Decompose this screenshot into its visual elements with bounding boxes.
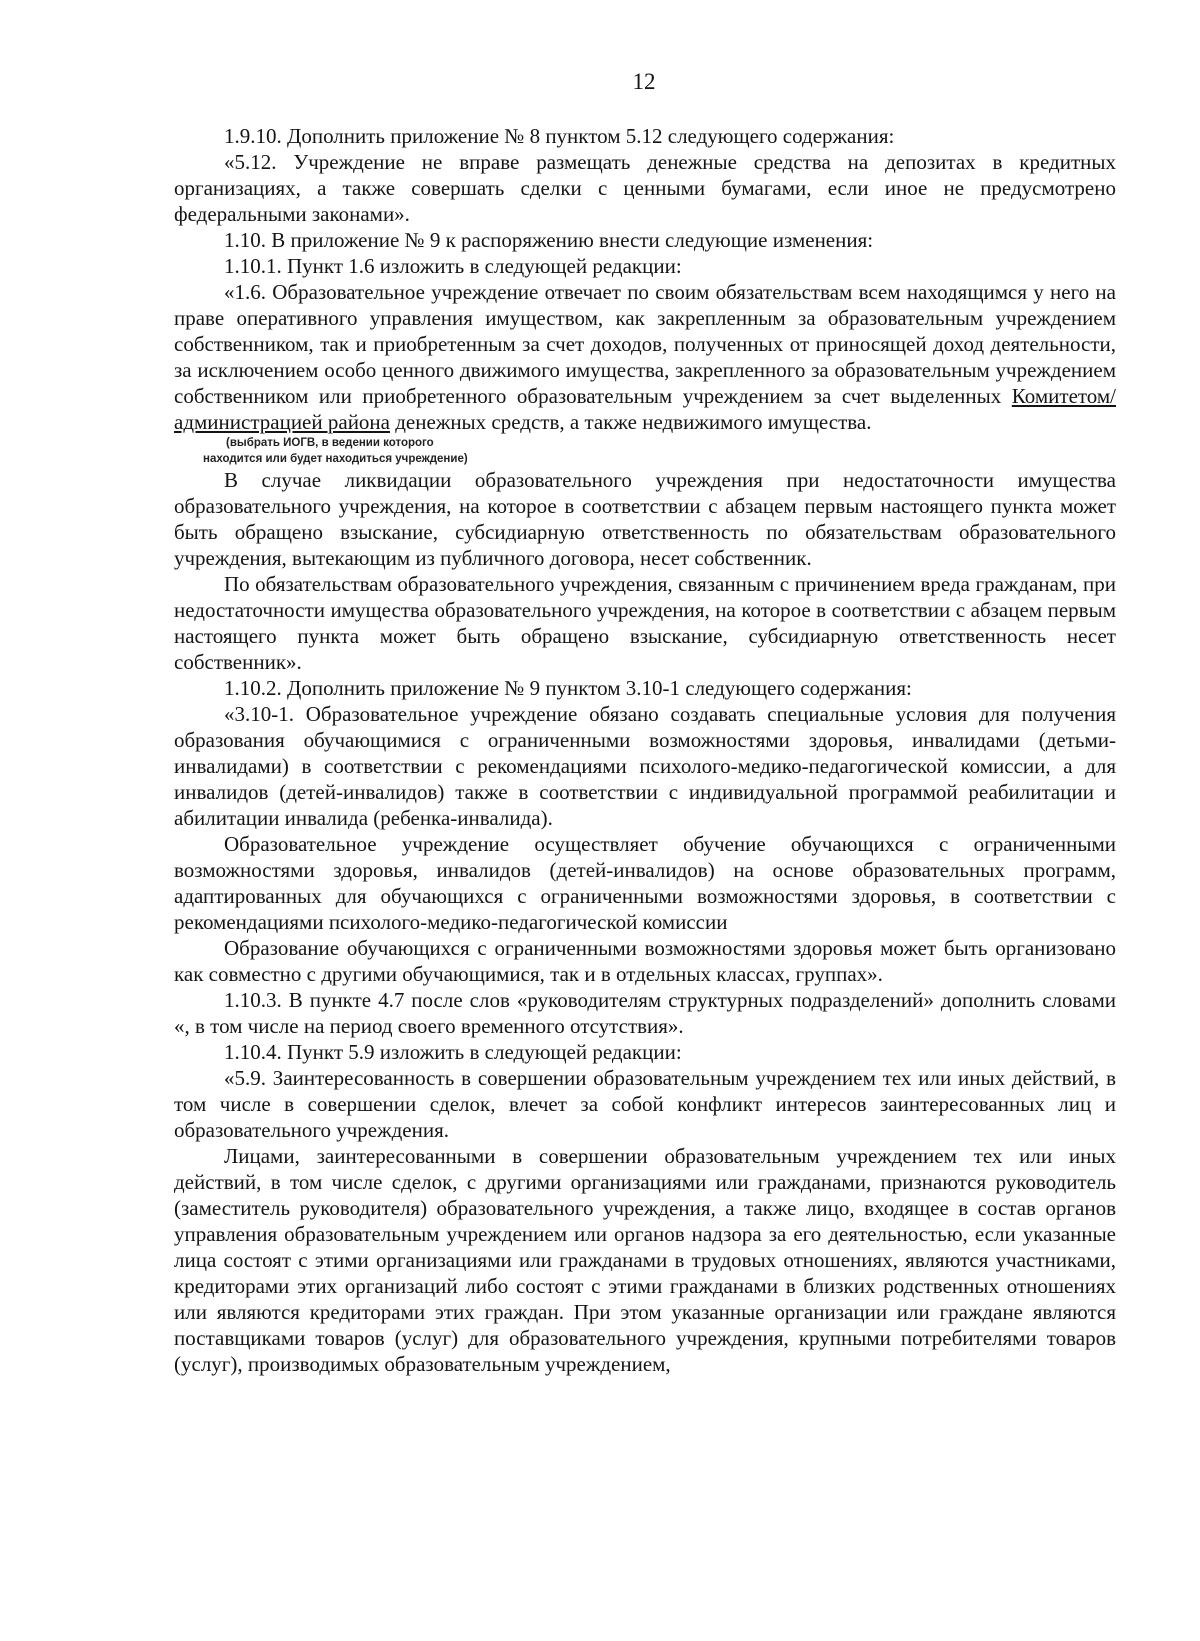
paragraph-1-6-text: «1.6. Образовательное учреждение отвечает по своим обязательствам всем находящимся у него на праве оперативного управления имуществом, как закрепленным за образовательным учреждением собственником, так и приобретенным за счет доходов, полученных от приносящей доход деятельности, за исключением особо ценного движимого имущества, закрепленного за образовательным учреждением собственником или приобретенного образовательным учреждением за счет выделенных <box>174 280 1116 408</box>
paragraph-1-10-3: 1.10.3. В пункте 4.7 после слов «руководителям структурных подразделений» дополнить словами «, в том числе на период своего временного отсутствия». <box>174 988 1116 1038</box>
paragraph-1-10-2: 1.10.2. Дополнить приложение № 9 пунктом 3.10-1 следующего содержания: <box>224 676 912 700</box>
paragraph-1-10-4: 1.10.4. Пункт 5.9 изложить в следующей редакции: <box>224 1040 682 1064</box>
paragraph-1-6 <box>174 279 1116 435</box>
paragraph-1-6-ending: денежных средств, а также недвижимого имущества. <box>395 410 872 434</box>
paragraph-1-9-10: 1.9.10. Дополнить приложение № 8 пунктом 5.12 следующего содержания: <box>224 124 895 148</box>
footnote-line-2: находится или будет находиться учреждение) <box>203 453 468 465</box>
paragraph-5-9: «5.9. Заинтересованность в совершении образовательным учреждением тех или иных действий, в том числе в совершении сделок, влечет за собой конфликт интересов заинтересованных лиц и образовательного учреждения. <box>174 1066 1116 1142</box>
paragraph-3-10-1: «3.10-1. Образовательное учреждение обязано создавать специальные условия для получения образования обучающимися с ограниченными возможностями здоровья, инвалидами (детьми-инвалидами) в соответствии с рекомендациями психолого-медико-педагогической комиссии, а для инвалидов (детей-инвалидов) также в соответствии с индивидуальной программой реабилитации и абилитации инвалида (ребенка-инвалида). <box>174 702 1116 830</box>
paragraph-interested-persons: Лицами, заинтересованными в совершении образовательным учреждением тех или иных действий, в том числе сделок, с другими организациями или гражданами, признаются руководитель (заместитель руководителя) образовательного учреждения, а также лицо, входящее в состав органов управления образовательным учреждением или органов надзора за его деятельностью, если указанные лица состоят с этими организациями или гражданами в трудовых отношениях, являются участниками, кредиторами этих организаций либо состоят с этими гражданами в близких родственных отношениях или являются кредиторами этих граждан. При этом указанные организации или граждане являются поставщиками товаров (услуг) для образовательного учреждения, крупными потребителями товаров (услуг), производимых образовательным учреждением, <box>174 1144 1116 1376</box>
page-number: 12 <box>632 69 656 94</box>
paragraph-joint-education: Образование обучающихся с ограниченными возможностями здоровья может быть организовано как совместно с другими обучающимися, так и в отдельных классах, группах». <box>174 936 1116 986</box>
paragraph-1-10: 1.10. В приложение № 9 к распоряжению внести следующие изменения: <box>224 228 874 252</box>
paragraph-5-12: «5.12. Учреждение не вправе размещать денежные средства на депозитах в кредитных организациях, а также совершать сделки с ценными бумагами, если иное не предусмотрено федеральными законами». <box>174 150 1116 226</box>
paragraph-1-10-1: 1.10.1. Пункт 1.6 изложить в следующей редакции: <box>224 254 682 278</box>
paragraph-harm-liability: По обязательствам образовательного учреждения, связанным с причинением вреда гражданам, при недостаточности имущества образовательного учреждения, на которое в соответствии с абзацем первым настоящего пункта может быть обращено взыскание, субсидиарную ответственность несет собственник». <box>174 572 1116 674</box>
paragraph-adapted-programs: Образовательное учреждение осуществляет обучение обучающихся с ограниченными возможностями здоровья, инвалидов (детей-инвалидов) на основе образовательных программ, адаптированных для обучающихся с ограниченными возможностями здоровья, в соответствии с рекомендациями психолого-медико-педагогической комиссии <box>174 832 1116 934</box>
footnote-line-1: (выбрать ИОГВ, в ведении которого <box>226 437 434 449</box>
document-body <box>174 123 1116 1377</box>
paragraph-liquidation: В случае ликвидации образовательного учреждения при недостаточности имущества образовательного учреждения, на которое в соответствии с абзацем первым настоящего пункта может быть обращено взыскание, субсидиарную ответственность по обязательствам образовательного учреждения, вытекающим из публичного договора, несет собственник. <box>174 468 1116 570</box>
authority-placeholder: Комитетом/администрацией района <box>174 384 1117 434</box>
